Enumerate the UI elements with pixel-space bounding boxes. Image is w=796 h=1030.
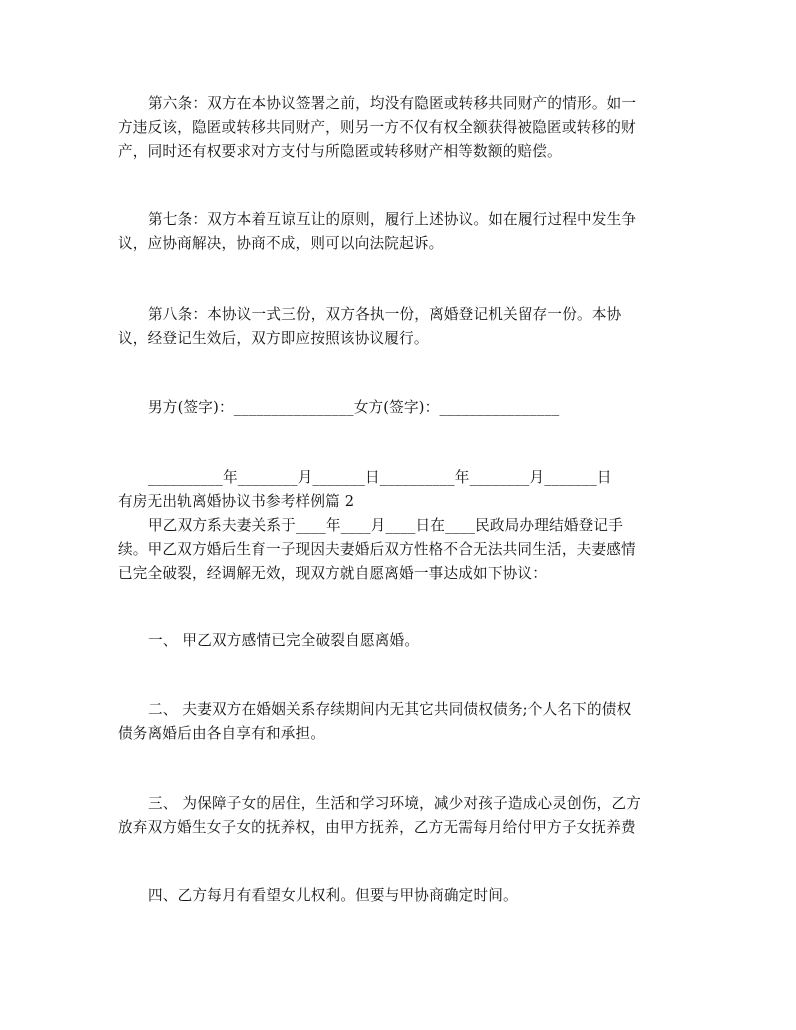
article-7-line-2: 议，应协商解决，协商不成，则可以向法院起诉。 [118, 235, 444, 252]
clause-3-line-2: 放弃双方婚生女子女的抚养权，由甲方抚养，乙方无需每月给付甲方子女抚养费 [118, 819, 636, 836]
article-6-line-3: 产，同时还有权要求对方支付与所隐匿或转移财产相等数额的赔偿。 [118, 143, 562, 160]
section-heading: 有房无出轨离婚协议书参考样例篇 2 [118, 493, 355, 510]
clause-4: 四、乙方每月有看望女儿权利。但要与甲协商确定时间。 [148, 887, 518, 904]
intro-line-2: 续。甲乙双方婚后生育一子现因夫妻婚后双方性格不合无法共同生活，夫妻感情 [118, 541, 636, 558]
clause-1: 一、 甲乙双方感情已完全破裂自愿离婚。 [148, 632, 420, 649]
article-6-line-1: 第六条：双方在本协议签署之前，均没有隐匿或转移共同财产的情形。如一 [148, 95, 637, 112]
article-8-line-2: 议，经登记生效后，双方即应按照该协议履行。 [118, 330, 429, 347]
clause-2-line-1: 二、 夫妻双方在婚姻关系存续期间内无其它共同债权债务;个人名下的债权 [148, 701, 632, 718]
intro-line-1: 甲乙双方系夫妻关系于____年____月____日在____民政局办理结婚登记手 [148, 517, 624, 534]
article-8-line-1: 第八条：本协议一式三份，双方各执一份，离婚登记机关留存一份。本协 [148, 306, 622, 323]
clause-3-line-1: 三、 为保障子女的居住，生活和学习环境，减少对孩子造成心灵创伤，乙方 [148, 795, 642, 812]
intro-line-3: 已完全破裂，经调解无效，现双方就自愿离婚一事达成如下协议： [118, 565, 548, 582]
date-line: __________年________月_______日__________年________月_______日 [148, 469, 612, 486]
article-6-line-2: 方违反该，隐匿或转移共同财产，则另一方不仅有权全额获得被隐匿或转移的财 [118, 119, 636, 136]
article-7-line-1: 第七条：双方本着互谅互让的原则，履行上述协议。如在履行过程中发生争 [148, 211, 637, 228]
clause-2-line-2: 债务离婚后由各自享有和承担。 [118, 725, 326, 742]
signature-line: 男方(签字)：________________女方(签字)：________________ [148, 399, 560, 416]
